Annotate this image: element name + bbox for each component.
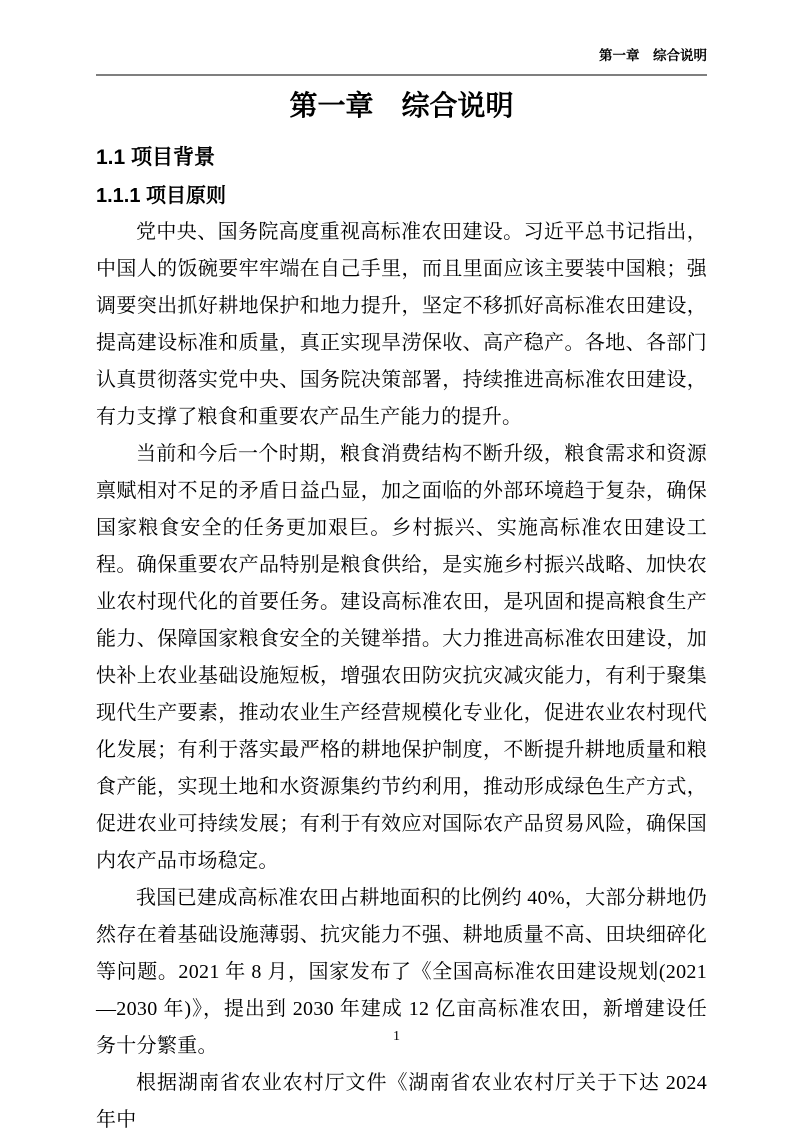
header-rule <box>96 74 707 76</box>
paragraph-2: 当前和今后一个时期，粮食消费结构不断升级，粮食需求和资源禀赋相对不足的矛盾日益凸显，加之面临的外部环境趋于复杂，确保国家粮食安全的任务更加艰巨。乡村振兴、实施高标准农田建设工程。确保重要农产品特别是粮食供给，是实施乡村振兴战略、加快农业农村现代化的首要任务。建设高标准农田，是巩固和提高粮食生产能力、保障国家粮食安全的关键举措。大力推进高标准农田建设，加快补上农业基础设施短板，增强农田防灾抗灾减灾能力，有利于聚集现代生产要素，推动农业生产经营规模化专业化，促进农业农村现代化发展；有利于落实最严格的耕地保护制度，不断提升耕地质量和粮食产能，实现土地和水资源集约节约利用，推动形成绿色生产方式，促进农业可持续发展；有利于有效应对国际农产品贸易风险，确保国内农产品市场稳定。 <box>96 443 707 872</box>
section-heading-1-1: 1.1 项目背景 <box>96 146 216 169</box>
paragraph-3: 我国已建成高标准农田占耕地面积的比例约 40%，大部分耕地仍然存在着基础设施薄弱、抗灾能力不强、耕地质量不高、田块细碎化等问题。2021 年 8 月，国家发布了《全国高标准农田建设规划(2021—2030 年)》，提出到 2030 年建成 12 亿亩高标准农田，新增建设任务十分繁重。 <box>96 887 707 1057</box>
page-number: 1 <box>393 1029 400 1044</box>
header-chapter-label: 第一章 综合说明 <box>599 48 707 63</box>
paragraph-1: 党中央、国务院高度重视高标准农田建设。习近平总书记指出，中国人的饭碗要牢牢端在自己手里，而且里面应该主要装中国粮；强调要突出抓好耕地保护和地力提升，坚定不移抓好高标准农田建设，提高建设标准和质量，真正实现旱涝保收、高产稳产。各地、各部门认真贯彻落实党中央、国务院决策部署，持续推进高标准农田建设，有力支撑了粮食和重要农产品生产能力的提升。 <box>96 221 707 428</box>
chapter-title: 第一章 综合说明 <box>289 90 514 121</box>
paragraph-4: 根据湖南省农业农村厅文件《湖南省农业农村厅关于下达 2024 年中 <box>96 1072 707 1131</box>
page-header <box>96 0 707 76</box>
subsection-heading-1-1-1: 1.1.1 项目原则 <box>96 185 227 207</box>
document-body <box>96 91 707 1139</box>
